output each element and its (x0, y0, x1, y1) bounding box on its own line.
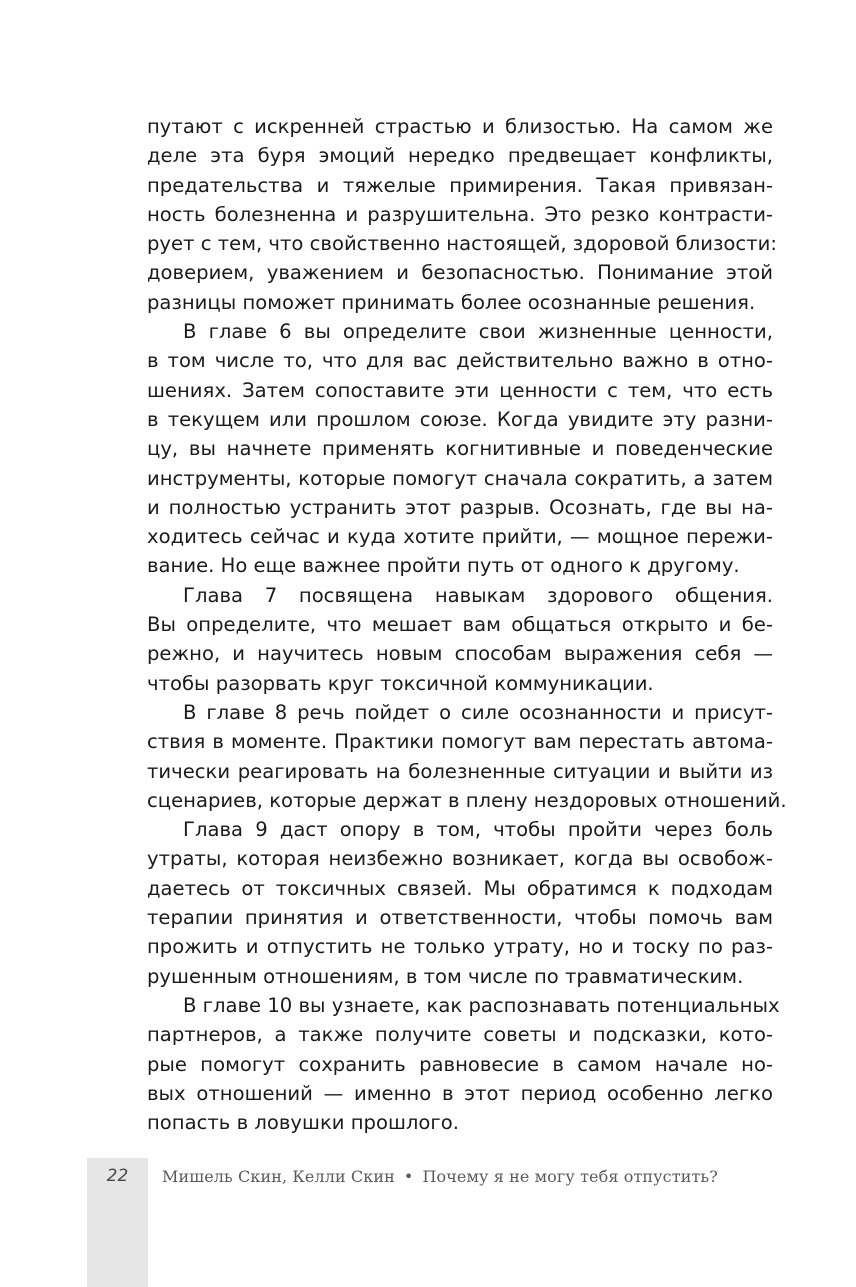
running-head-authors: Мишель Скин, Келли Скин (162, 1167, 395, 1186)
text-line: чтобы разорвать круг токсичной коммуникации. (147, 671, 654, 695)
text-line: предательства и тяжелые примирения. Такая привязан- (147, 173, 773, 197)
paragraph (147, 991, 780, 1137)
text-line: деле эта буря эмоций нередко предвещает конфликты, (147, 144, 773, 168)
text-line: вых отношений — именно в этот период особенно легко (147, 1081, 773, 1105)
text-line: утраты, которая неизбежно возникает, когда вы освобож- (147, 847, 773, 871)
text-line: даетесь от токсичных связей. Мы обратимся к подходам (147, 876, 773, 900)
text-line: и полностью устранить этот разрыв. Осознать, где вы на- (147, 495, 773, 519)
text-line: тически реагировать на болезненные ситуации и выйти из (147, 759, 773, 783)
text-line: Глава 7 посвящена навыкам здорового общения. (183, 583, 773, 607)
text-line: рует с тем, что свойственно настоящей, здоровой близости: (147, 232, 777, 256)
text-line: прожить и отпустить не только утрату, но и тоску по раз- (147, 935, 773, 959)
text-line: партнеров, а также получите советы и подсказки, кото- (147, 1023, 773, 1047)
text-line: ность болезненна и разрушительна. Это резко контрасти- (147, 202, 773, 226)
text-line: путают с искренней страстью и близостью. На самом же (147, 115, 773, 138)
text-line: доверием, уважением и безопасностью. Понимание этой (147, 261, 773, 285)
text-line: инструменты, которые помогут сначала сократить, а затем (147, 466, 773, 490)
text-line: разницы поможет принимать более осознанные решения. (147, 290, 756, 314)
running-head-book-title: Почему я не могу тебя отпустить? (422, 1167, 718, 1186)
page-number: 22 (106, 1166, 129, 1186)
text-line: ствия в моменте. Практики помогут вам перестать автома- (147, 730, 773, 754)
text-line: сценариев, которые держат в плену нездоровых отношений. (147, 788, 787, 812)
text-line: Глава 9 даст опору в том, чтобы пройти через боль (183, 818, 773, 842)
text-line: ходитесь сейчас и куда хотите прийти, — мощное пережи- (147, 525, 773, 549)
text-line: рушенным отношениям, в том числе по травматическим. (147, 964, 744, 988)
text-line: Вы определите, что мешает вам общаться открыто и бе- (147, 613, 773, 637)
text-line: в том числе то, что для вас действительно важно в отно- (147, 349, 773, 373)
body-text (147, 112, 787, 1137)
paragraph (147, 317, 773, 581)
running-head-separator: • (403, 1167, 414, 1186)
paragraph (147, 698, 787, 815)
text-line: рые помогут сохранить равновесие в самом начале но- (147, 1052, 773, 1076)
paragraph (147, 581, 773, 698)
text-line: В главе 8 речь пойдет о силе осознанности и присут- (183, 700, 773, 724)
text-line: В главе 10 вы узнаете, как распознавать потенциальных (183, 993, 780, 1017)
text-line: терапии принятия и ответственности, чтобы помочь вам (147, 906, 773, 930)
text-line: шениях. Затем сопоставите эти ценности с тем, что есть (147, 378, 773, 402)
text-line: цу, вы начнете применять когнитивные и поведенческие (147, 437, 773, 461)
text-line: в текущем или прошлом союзе. Когда увидите эту разни- (147, 407, 773, 431)
paragraph (147, 815, 773, 991)
paragraph (147, 112, 777, 317)
running-head (162, 1167, 718, 1186)
text-line: попасть в ловушки прошлого. (147, 1111, 459, 1135)
text-line: режно, и научитесь новым способам выражения себя — (147, 642, 773, 666)
text-line: В главе 6 вы определите свои жизненные ценности, (183, 320, 773, 344)
text-line: вание. Но еще важнее пройти путь от одного к другому. (147, 554, 740, 578)
